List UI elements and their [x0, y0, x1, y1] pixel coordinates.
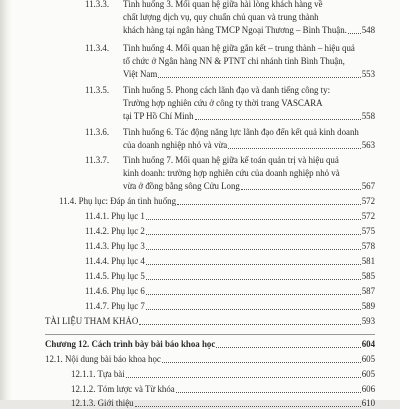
- toc-page-number: 567: [361, 181, 375, 191]
- dot-leader: [177, 203, 361, 205]
- toc-page-number: 558: [361, 111, 375, 121]
- toc-entry-number: 11.3.4.: [85, 43, 110, 53]
- toc-entry-title: 11.4.4. Phụ lục 4: [85, 256, 145, 266]
- toc-page-number: 610: [361, 398, 375, 408]
- toc-entry-121[interactable]: [45, 354, 375, 365]
- toc-page-number: 553: [361, 69, 375, 79]
- toc-page-number: 581: [361, 256, 375, 266]
- toc-entry-1211[interactable]: [71, 369, 375, 380]
- toc-entry-title: 12.1. Nội dung bài báo khoa học: [45, 354, 161, 364]
- toc-page-number: 605: [361, 369, 375, 379]
- toc-entry-1212[interactable]: [71, 384, 375, 395]
- toc-entry-appendix[interactable]: [85, 301, 375, 312]
- dot-leader: [126, 376, 361, 378]
- dot-leader: [146, 308, 361, 310]
- toc-page-number: 604: [361, 339, 375, 349]
- toc-entry-title: 11.4.6. Phụ lục 6: [85, 286, 145, 296]
- toc-entry-line: vừa ở đồng bằng sông Cửu Long: [123, 181, 240, 191]
- toc-entry-title: 11.4.2. Phụ lục 2: [85, 226, 145, 236]
- toc-entry-line: Tình huống 3. Mối quan hệ giữa hài lòng khách hàng về: [123, 0, 323, 9]
- dot-leader: [146, 263, 361, 265]
- dot-leader: [195, 118, 361, 120]
- dot-leader: [146, 293, 361, 295]
- toc-entry-line: khách hàng tại ngân hàng TMCP Ngoại Thương – Bình Thuận.: [123, 25, 347, 35]
- dot-leader: [146, 278, 361, 280]
- toc-entry-title: TÀI LIỆU THAM KHẢO: [45, 316, 139, 326]
- dot-leader: [228, 147, 361, 149]
- toc-entry-number: 11.3.6.: [85, 127, 110, 137]
- dot-leader: [135, 405, 361, 407]
- toc-entry-title: 11.4.3. Phụ lục 3: [85, 241, 145, 251]
- toc-entry-line: tại TP Hồ Chí Minh: [123, 111, 194, 121]
- dot-leader: [146, 218, 361, 220]
- toc-entry-appendix[interactable]: [85, 271, 375, 282]
- toc-page-number: 548: [361, 25, 375, 35]
- toc-entry-line: Trường hợp nghiên cứu ở công ty thời trang VASCARA: [123, 98, 323, 108]
- dot-leader: [146, 233, 361, 235]
- dot-leader: [146, 248, 361, 250]
- toc-entry-1133[interactable]: [123, 25, 375, 36]
- toc-entry-title: 12.1.2. Tóm lược và Từ khóa: [71, 384, 175, 394]
- toc-entry-title: 11.4. Phụ lục: Đáp án tình huống: [59, 196, 177, 206]
- toc-entry-1137[interactable]: [123, 181, 375, 192]
- toc-entry-line: kinh doanh: trường hợp nghiên cứu của doanh nghiệp nhỏ và: [123, 168, 340, 178]
- dot-leader: [139, 323, 360, 325]
- toc-entry-title: 11.4.7. Phụ lục 7: [85, 301, 145, 311]
- dot-leader: [158, 76, 360, 78]
- toc-page-number: 563: [361, 140, 375, 150]
- dot-leader: [162, 361, 361, 363]
- toc-entry-title: 12.1.3. Giới thiệu: [71, 398, 134, 408]
- toc-entry-appendix[interactable]: [85, 226, 375, 237]
- toc-entry-line: của doanh nghiệp nhỏ và vừa: [123, 140, 228, 150]
- toc-entry-title: 12.1.1. Tựa bài: [71, 369, 125, 379]
- toc-entry-appendix[interactable]: [85, 211, 375, 222]
- toc-page-number: 593: [361, 316, 375, 326]
- toc-entry-title: 11.4.5. Phụ lục 5: [85, 271, 145, 281]
- toc-page-number: 605: [361, 354, 375, 364]
- toc-entry-appendix[interactable]: [85, 241, 375, 252]
- dot-leader: [348, 32, 361, 34]
- toc-entry-1213[interactable]: [71, 398, 375, 409]
- toc-page-number: 572: [361, 196, 375, 206]
- toc-entry-line: Việt Nam: [123, 69, 158, 79]
- toc-entry-line: chất lượng dịch vụ, quy chuẩn chủ quan và trung thành: [123, 12, 319, 22]
- toc-entry-title: 11.4.1. Phụ lục 1: [85, 211, 145, 221]
- dot-leader: [241, 188, 361, 190]
- toc-entry-1136[interactable]: [123, 140, 375, 151]
- toc-entry-references[interactable]: [45, 316, 375, 327]
- toc-entry-appendix[interactable]: [85, 286, 375, 297]
- toc-page-number: 587: [361, 286, 375, 296]
- toc-entry-appendix[interactable]: [85, 256, 375, 267]
- toc-entry-number: 11.3.7.: [85, 155, 110, 165]
- toc-entry-114[interactable]: [59, 196, 375, 207]
- chapter-title: Chương 12. Cách trình bày bài báo khoa học: [45, 339, 216, 349]
- dot-leader: [216, 346, 360, 348]
- toc-entry-line: tổ chức ở Ngân hàng NN & PTNT chi nhánh tỉnh Bình Thuận,: [123, 56, 345, 66]
- toc-entry-line: Tình huống 7. Mối quan hệ giữa kế toán quản trị và hiệu quả: [123, 155, 339, 165]
- toc-page-number: 585: [361, 271, 375, 281]
- divider: [45, 334, 375, 335]
- toc-page-number: 606: [361, 384, 375, 394]
- toc-entry-line: Tình huống 6. Tác động năng lực lãnh đạo đến kết quả kinh doanh: [123, 127, 359, 137]
- toc-entry-line: Tình huống 4. Mối quan hệ giữa gắn kết – trung thành – hiệu quả: [123, 43, 355, 53]
- toc-page-number: 589: [361, 301, 375, 311]
- toc-entry-1135[interactable]: [123, 111, 375, 122]
- toc-entry-number: 11.3.5.: [85, 85, 110, 95]
- toc-page-number: 572: [361, 211, 375, 221]
- toc-entry-1134[interactable]: [123, 69, 375, 80]
- toc-entry-line: Tình huống 5. Phong cách lãnh đạo và danh tiếng công ty:: [123, 85, 331, 95]
- toc-entry-number: 11.3.3.: [85, 0, 110, 9]
- toc-page-number: 575: [361, 226, 375, 236]
- dot-leader: [176, 391, 361, 393]
- toc-page-number: 578: [361, 241, 375, 251]
- toc-entry-chapter-12[interactable]: [45, 339, 375, 350]
